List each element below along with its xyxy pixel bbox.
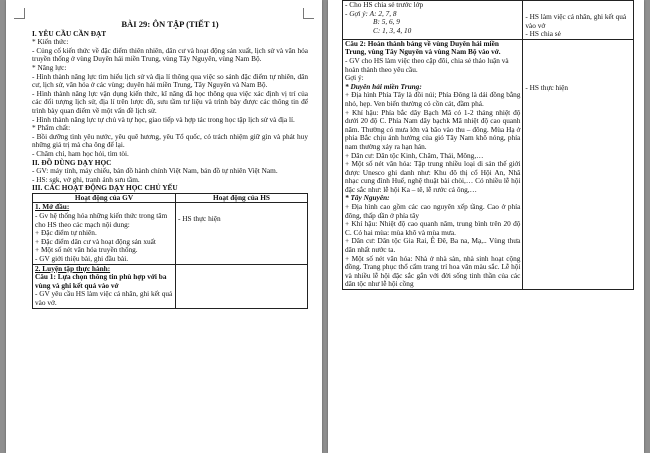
nang-luc-item-3: - Hình thành năng lực tự chủ và tự học, giao tiếp và hợp tác trong học tập lịch sử và địa lí. — [32, 114, 295, 124]
student-line: - HS làm việc cá nhân, ghi kết quả vào vở — [525, 12, 627, 30]
do-dung-hs: - HS: sgk, vở ghi, tranh ảnh sưu tầm. — [32, 174, 140, 184]
region-detail: + Một số nét văn hóa: Tập trung nhiều loại di sản thế giới được Unesco ghi danh như: Khu đô thị cổ Hội An, Nhã nhạc cung đình Huế, nghệ thuật bài chòi,… Có nhiều lễ hội đặc sắc như: lễ hội Ka – tê, lễ rước cá ông,… — [345, 159, 521, 194]
kien-thuc-label: * Kiến thức: — [32, 37, 69, 47]
activity-heading: 2. Luyện tập thực hành: — [35, 263, 111, 273]
student-line: - HS thực hiện — [178, 214, 221, 224]
hint-line: B: 5, 6, 9 — [373, 17, 400, 27]
header-teacher-activity: Hoạt động của GV — [33, 193, 176, 203]
activity-line: - GV yêu cầu HS làm việc cá nhân, ghi kết quả vào vở. — [35, 289, 173, 307]
teacher-cell — [343, 39, 523, 289]
crop-mark-top-left — [14, 8, 25, 19]
student-line: - HS thực hiện — [525, 82, 569, 92]
kien-thuc-text: - Củng cố kiến thức về đặc điểm thiên nhiên, dân cư và hoạt động sản xuất, lịch sử và văn hóa truyền thống ở vùng Duyên hải miền Trung, vùng Tây Nguyên, vùng Nam Bộ. — [32, 45, 308, 64]
activity-line: + Đặc điểm tự nhiên. — [35, 228, 97, 238]
lesson-title: BÀI 29: ÔN TẬP (TIẾT 1) — [121, 19, 219, 29]
pham-chat-item-1: - Bồi dưỡng tình yêu nước, yêu quê hương, yêu Tổ quốc, có trách nhiệm giữ gìn và phát huy những giá trị mà cha ông để lại. — [32, 131, 308, 150]
activity-line: + Một số nét văn hóa truyền thống. — [35, 245, 138, 255]
activity-heading: 1. Mở đầu: — [35, 202, 70, 212]
table-row — [343, 39, 634, 289]
activities-table-continued — [342, 0, 634, 290]
region-detail: + Dân cư: Dân tộc Kinh, Chăm, Thái, Mông,… — [345, 150, 484, 160]
student-cell — [176, 264, 308, 308]
region-heading: * Duyên hải miền Trung: — [345, 81, 422, 91]
page-left-content — [32, 20, 308, 453]
activity-line: - Gv hệ thống hóa những kiến thức trong tâm cho HS theo các mạch nội dung: — [35, 211, 168, 229]
table-header-row — [33, 193, 308, 203]
student-line: - HS chia sẻ — [525, 29, 561, 39]
region-detail: + Khí hậu: Nhiệt độ cao quanh năm, trung bình trên 20 độ C. Có hai mùa: mùa khô và mùa mưa. — [345, 219, 521, 237]
activity-line: + Đặc điểm dân cư và hoạt động sản xuất — [35, 236, 156, 246]
table-row — [343, 1, 634, 40]
region-detail: + Một số nét văn hóa: Nhà ở nhà sàn, nhà sinh hoạt cộng đồng. Trang phục thổ cẩm trang trí hoa văn màu sắc. Lễ hội và nhiều lễ hội đặc sắc gắn với đời sống tinh thần của các dân tộc như lễ hội cồng — [345, 253, 521, 289]
teacher-cell — [33, 264, 176, 308]
crop-mark-top-right — [303, 8, 314, 19]
header-student-activity: Hoạt động của HS — [176, 193, 308, 203]
table-row — [33, 264, 308, 308]
region-detail: + Địa hình Phía Tây là đồi núi; Phía Đông là dải đồng bằng nhỏ, hẹp. Ven biển thường có cồn cát, đầm phá. — [345, 90, 521, 108]
pham-chat-item-2: - Chăm chỉ, ham học hỏi, tìm tòi. — [32, 148, 129, 158]
teacher-cell — [33, 203, 176, 264]
do-dung-gv: - GV: máy tính, máy chiếu, bản đồ hành chính Việt Nam, bản đồ tự nhiên Việt Nam. — [32, 166, 278, 176]
activities-table — [32, 193, 308, 309]
document-page-right — [328, 0, 644, 453]
activity-line: Gợi ý: — [345, 73, 364, 83]
question-heading: Câu 2: Hoàn thành bảng về vùng Duyên hải miền Trung, vùng Tây Nguyên và vùng Nam Bộ vào vở. — [345, 38, 501, 57]
teacher-cell — [343, 1, 523, 40]
pham-chat-label: * Phẩm chất: — [32, 123, 71, 133]
section-heading-2: II. ĐỒ DÙNG DẠY HỌC — [32, 157, 112, 167]
student-cell — [176, 203, 308, 264]
activity-line: - GV cho HS làm việc theo cặp đôi, chia sẻ thảo luận và hoàn thành theo yêu cầu. — [345, 55, 509, 74]
document-page-left — [6, 0, 322, 453]
nang-luc-item-1: - Hình thành năng lực tìm hiểu lịch sử và địa lí thông qua việc so sánh đặc điểm tự nhiên, dân cư, lịch sử, văn hóa ở các vùng; duyên hải miền Trung, Tây Nguyên và Nam Bộ. — [32, 71, 308, 90]
activity-line: - Cho HS chia sẻ trước lớp — [345, 0, 424, 9]
region-heading: * Tây Nguyên: — [345, 193, 390, 203]
question-heading: Câu 1: Lựa chọn thông tin phù hợp với ba vùng và ghi kết quả vào vở — [35, 272, 167, 290]
table-row — [33, 203, 308, 264]
student-cell — [523, 1, 634, 40]
region-detail: + Khí hậu: Phía bắc dãy Bạch Mã có 1-2 tháng nhiệt độ dưới 20 độ C. Phía Nam dãy bạchk Mã nhiệt độ cao quanh năm. Thường có mưa lớn và bão vào thu – đông. Mùa Hạ ở phía Bắc chịu ảnh hưởng của gió Tây Nam khô nóng, phía nam thường xảy ra hạn hán. — [345, 107, 521, 151]
hint-line: C: 1, 3, 4, 10 — [373, 25, 412, 35]
student-cell — [523, 39, 634, 289]
region-detail: + Địa hình cao gồm các cao nguyên xếp tầng. Cao ở phía đông, thấp dần ở phía tây — [345, 202, 521, 220]
nang-luc-item-2: - Hình thành năng lực vận dụng kiến thức, kĩ năng đã học thông qua việc xác định vị trí của các đối tượng lịch sử, địa lí trên lược đồ, sưu tầm tư liệu và trình bày được các thông tin để trình bày quan điểm về một vấn đề lịch sử. — [32, 88, 308, 115]
nang-luc-label: * Năng lực: — [32, 62, 67, 72]
hint-line: - Gợi ý: A: 2, 7, 8 — [345, 8, 397, 18]
region-detail: + Dân cư: Dân tộc Gia Rai, Ê Đê, Ba na, Mạ,.. Vùng thưa dân nhất nước ta. — [345, 236, 521, 255]
section-heading-3: III. CÁC HOẠT ĐỘNG DẠY HỌC CHỦ YẾU — [32, 183, 178, 193]
section-heading-1: I. YÊU CẦU CẦN ĐẠT — [32, 28, 107, 38]
page-right-content — [342, 0, 634, 453]
activity-line: - GV giới thiệu bài, ghi đầu bài. — [35, 254, 129, 264]
